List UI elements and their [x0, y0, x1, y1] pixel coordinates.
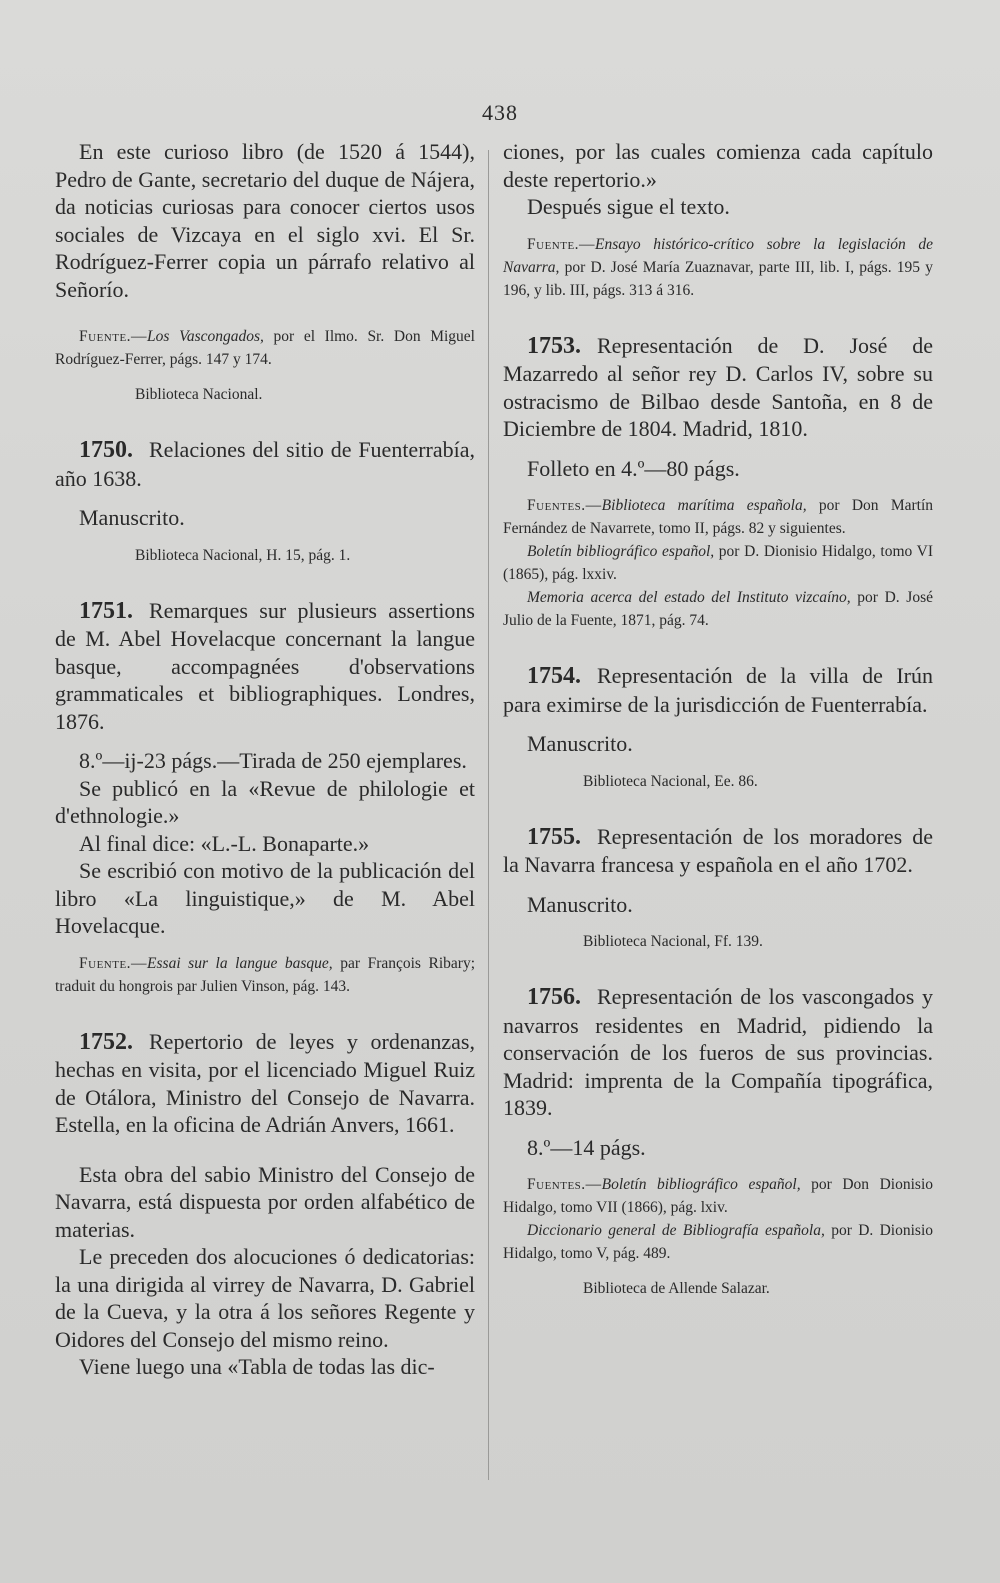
- entry-1751-desc1: 8.º—ij-23 págs.—Tirada de 250 ejemplares.: [79, 748, 467, 773]
- entry-1754-type: Manuscrito.: [527, 731, 633, 756]
- continued-source: Fuente.—Ensayo histórico-crítico sobre la legislación de Navarra, por D. José María Zuaznavar, parte III, lib. I, págs. 195 y 196, y lib. III, págs. 313 á 316.: [503, 235, 933, 299]
- continued-text-2: Después sigue el texto.: [527, 194, 730, 219]
- entry-1756-library: Biblioteca de Allende Salazar.: [583, 1280, 770, 1297]
- entry-1750-library: Biblioteca Nacional, H. 15, pág. 1.: [135, 546, 351, 564]
- entry-1751-title: 1751. Remarques sur plusieurs assertions de M. Abel Hovelacque concernant la langue basque, accompagnées d'observations grammaticales et bibliographiques. Londres, 1876.: [55, 597, 475, 734]
- entry-1753-source-2: Boletín bibliográfico español, por D. Dionisio Hidalgo, tomo VI (1865), pág. lxxiv.: [503, 543, 933, 583]
- intro-paragraph: En este curioso libro (de 1520 á 1544), Pedro de Gante, secretario del duque de Nájera, da noticias curiosas para conocer ciertos usos sociales de Vizcaya en el siglo xvi. El Sr. Rodríguez-Ferrer copia un párrafo relativo al Señorío.: [55, 139, 475, 302]
- entry-1756-source-2: Diccionario general de Bibliografía española, por D. Dionisio Hidalgo, tomo V, pág. 489.: [503, 1222, 933, 1262]
- entry-number: 1752.: [79, 1028, 133, 1055]
- entry-1750-title: 1750. Relaciones del sitio de Fuenterrabía, año 1638.: [55, 437, 475, 491]
- entry-1754-library: Biblioteca Nacional, Ee. 86.: [583, 772, 758, 790]
- entry-1755-title: 1755. Representación de los moradores de la Navarra francesa y española en el año 1702.: [503, 823, 933, 877]
- entry-1752-desc2: Le preceden dos alocuciones ó dedicatorias: la una dirigida al virrey de Navarra, D. Gabriel de la Cueva, y la otra á los señores Regente y Oidores del Consejo del mismo reino.: [55, 1244, 475, 1352]
- page-number: 438: [482, 100, 518, 125]
- entry-1756-title: 1756. Representación de los vascongados y navarros residentes en Madrid, pidiendo la conservación de los fueros de sus provincias. Madrid: imprenta de la Compañía tipográfica, 1839.: [503, 984, 933, 1120]
- entry-1753-source-3: Memoria acerca del estado del Instituto vizcaíno, por D. José Julio de la Fuente, 1871, pág. 74.: [503, 589, 933, 629]
- entry-1756-source-1: Fuentes.—Boletín bibliográfico español, por Don Dionisio Hidalgo, tomo VII (1866), pág. lxiv.: [503, 1176, 934, 1216]
- continued-text: ciones, por las cuales comienza cada capítulo deste repertorio.»: [503, 139, 933, 192]
- column-rule: [488, 150, 489, 1480]
- entry-number: 1753.: [527, 332, 581, 359]
- entry-number: 1751.: [79, 597, 133, 624]
- entry-1750-type: Manuscrito.: [79, 505, 185, 530]
- entry-1753-desc: Folleto en 4.º—80 págs.: [527, 455, 740, 481]
- entry-number: 1750.: [79, 437, 133, 463]
- entry-1753-title: 1753. Representación de D. José de Mazarredo al señor rey D. Carlos IV, sobre su ostracismo de Bilbao desde Santoña, en 8 de Diciembre de 1804. Madrid, 1810.: [503, 332, 933, 441]
- intro-source: Fuente.—Los Vascongados, por el Ilmo. Sr. Don Miguel Rodríguez-Ferrer, págs. 147 y 174.: [55, 328, 475, 368]
- entry-1752-title: 1752. Repertorio de leyes y ordenanzas, hechas en visita, por el licenciado Miguel Ruiz de Otálora, Ministro del Consejo de Navarra. Estella, en la oficina de Adrián Anvers, 1661.: [55, 1028, 475, 1137]
- entry-1751-desc2: Se publicó en la «Revue de philologie et d'ethnologie.»: [55, 775, 475, 828]
- entry-1752-desc1: Esta obra del sabio Ministro del Consejo de Navarra, está dispuesta por orden alfabético de materias.: [55, 1161, 475, 1242]
- entry-number: 1756.: [527, 984, 581, 1010]
- entry-1754-title: 1754. Representación de la villa de Irún para eximirse de la jurisdicción de Fuenterrabía.: [503, 663, 933, 717]
- entry-1751-desc4: Se escribió con motivo de la publicación del libro «La linguistique,» de M. Abel Hovelacque.: [55, 858, 475, 938]
- entry-1755-library: Biblioteca Nacional, Ff. 139.: [583, 933, 763, 950]
- right-column: [503, 138, 933, 1300]
- entry-1755-type: Manuscrito.: [527, 891, 633, 917]
- left-column: [55, 138, 475, 1381]
- intro-library: Biblioteca Nacional.: [135, 386, 263, 403]
- entry-1751-desc3: Al final dice: «L.-L. Bonaparte.»: [79, 830, 370, 856]
- entry-1756-desc: 8.º—14 págs.: [527, 1134, 646, 1160]
- entry-number: 1754.: [527, 663, 581, 689]
- entry-1752-desc3: Viene luego una «Tabla de todas las dic-: [79, 1354, 435, 1379]
- entry-1753-source-1: Fuentes.—Biblioteca marítima española, por Don Martín Fernández de Navarrete, tomo II, págs. 82 y siguientes.: [503, 497, 934, 537]
- entry-1751-source: Fuente.—Essai sur la langue basque, par François Ribary; traduit du hongrois par Julien Vinson, pág. 143.: [55, 954, 475, 995]
- entry-number: 1755.: [527, 823, 581, 850]
